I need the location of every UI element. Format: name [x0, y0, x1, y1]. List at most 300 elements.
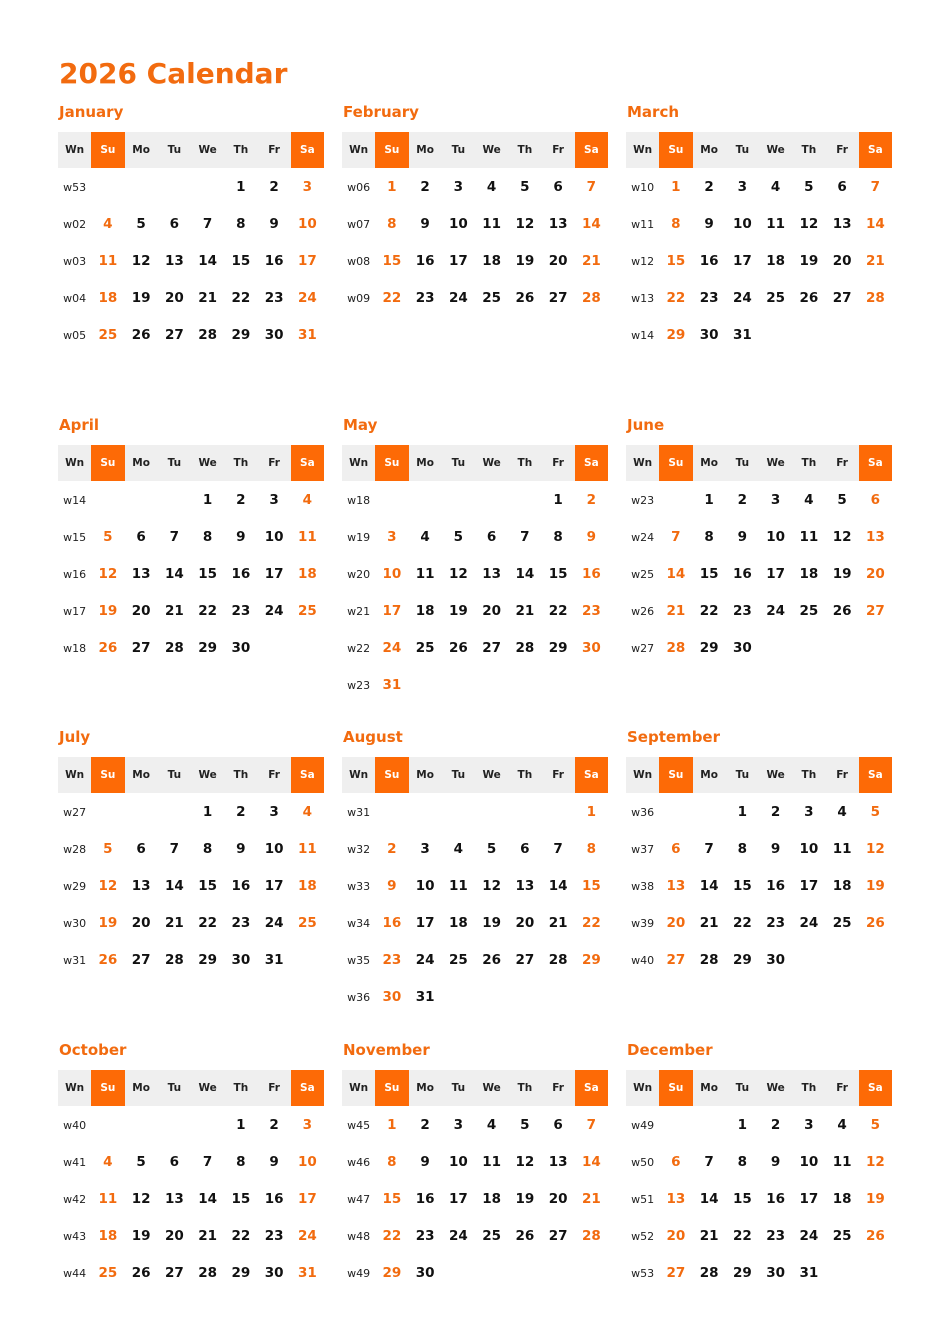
weekday-header-su: Su — [91, 1070, 124, 1106]
day-cell: 5 — [486, 841, 497, 857]
day-cell: 29 — [231, 327, 251, 343]
day-cell: 10 — [799, 1153, 819, 1170]
empty-day-cell — [125, 1107, 158, 1144]
weekday-header-we: We — [191, 445, 224, 481]
day-cell: 3 — [453, 179, 464, 195]
day-cell: 30 — [415, 1264, 435, 1281]
month-day-grid — [58, 445, 324, 667]
weekday-header-we: We — [759, 132, 792, 168]
day-cell: 8 — [553, 528, 563, 545]
day-cell: 12 — [865, 841, 885, 857]
empty-day-cell — [158, 169, 191, 206]
day-cell: 14 — [548, 878, 568, 894]
day-cell: 2 — [770, 1116, 781, 1133]
day-cell: 3 — [770, 491, 781, 508]
day-cell: 7 — [553, 841, 563, 857]
day-cell: 31 — [415, 989, 435, 1005]
day-cell: 16 — [415, 253, 435, 269]
week-number: w38 — [631, 880, 655, 893]
month-name: October — [59, 1040, 127, 1059]
day-cell: 15 — [231, 1190, 251, 1207]
day-cell: 11 — [297, 528, 317, 545]
day-cell: 1 — [202, 804, 213, 820]
day-cell: 23 — [766, 915, 786, 931]
day-cell: 25 — [766, 290, 786, 306]
day-cell: 17 — [799, 878, 819, 894]
month-day-grid — [342, 132, 608, 317]
empty-day-cell — [542, 794, 575, 831]
empty-day-cell — [792, 630, 825, 667]
day-cell: 20 — [164, 290, 184, 306]
day-cell: 21 — [164, 602, 184, 619]
day-cell: 24 — [448, 290, 468, 306]
week-number: w14 — [63, 493, 87, 507]
day-cell: 8 — [202, 841, 213, 857]
day-cell: 1 — [387, 1116, 397, 1133]
day-cell: 29 — [548, 639, 568, 656]
week-number: w53 — [63, 181, 87, 194]
day-cell: 24 — [799, 915, 819, 931]
week-number: w06 — [347, 181, 371, 194]
day-cell: 30 — [382, 989, 402, 1005]
week-number: w09 — [347, 292, 371, 305]
day-cell: 21 — [198, 1227, 218, 1244]
day-cell: 31 — [382, 676, 402, 693]
day-cell: 24 — [799, 1227, 819, 1244]
week-number: w51 — [631, 1192, 655, 1206]
week-number: w22 — [347, 641, 371, 655]
page-title: 2026 Calendar — [59, 57, 288, 90]
day-cell: 11 — [799, 528, 819, 545]
empty-day-cell — [258, 630, 291, 667]
weekday-header-we: We — [475, 445, 508, 481]
week-number: w18 — [347, 493, 371, 507]
day-cell: 30 — [264, 1264, 284, 1281]
day-cell: 15 — [548, 565, 568, 582]
week-number: w10 — [631, 181, 655, 194]
week-number: w23 — [347, 678, 371, 692]
empty-day-cell — [158, 794, 191, 831]
month-february — [342, 98, 608, 388]
weekday-header-su: Su — [375, 132, 408, 168]
weekday-header-su: Su — [659, 757, 692, 793]
weekday-header-wn: Wn — [342, 132, 375, 168]
day-cell: 30 — [231, 639, 251, 656]
day-cell: 15 — [699, 565, 719, 582]
weekday-header-wn: Wn — [58, 132, 91, 168]
day-cell: 16 — [264, 1190, 284, 1207]
week-number: w46 — [347, 1155, 371, 1169]
day-cell: 12 — [448, 565, 468, 582]
weekday-header-sa: Sa — [575, 445, 608, 481]
empty-day-cell — [792, 317, 825, 354]
day-cell: 1 — [671, 179, 681, 195]
weekday-header-we: We — [475, 1070, 508, 1106]
day-cell: 12 — [98, 565, 118, 582]
day-cell: 28 — [164, 639, 184, 656]
week-number: w28 — [63, 843, 87, 856]
weekday-header-su: Su — [659, 1070, 692, 1106]
day-cell: 4 — [486, 179, 497, 195]
day-cell: 12 — [131, 1190, 151, 1207]
day-cell: 19 — [131, 1227, 151, 1244]
day-cell: 27 — [666, 1264, 686, 1281]
day-cell: 25 — [297, 915, 317, 931]
weekday-header-we: We — [475, 132, 508, 168]
month-day-grid — [626, 757, 892, 979]
day-cell: 20 — [131, 915, 151, 931]
day-cell: 6 — [169, 216, 180, 232]
empty-day-cell — [442, 979, 475, 1016]
day-cell: 28 — [164, 952, 184, 968]
day-cell: 26 — [799, 290, 819, 306]
day-cell: 4 — [103, 216, 113, 232]
day-cell: 7 — [202, 1153, 213, 1170]
day-cell: 14 — [699, 878, 719, 894]
day-cell: 28 — [699, 952, 719, 968]
day-cell: 1 — [387, 179, 397, 195]
weekday-header-tu: Tu — [158, 757, 191, 793]
day-cell: 14 — [581, 1153, 601, 1170]
week-number: w04 — [63, 292, 87, 305]
day-cell: 12 — [98, 878, 118, 894]
empty-day-cell — [508, 979, 541, 1016]
weekday-header-sa: Sa — [859, 1070, 892, 1106]
day-cell: 29 — [666, 327, 686, 343]
day-cell: 29 — [198, 639, 218, 656]
day-cell: 11 — [832, 1153, 852, 1170]
day-cell: 21 — [865, 253, 885, 269]
day-cell: 22 — [732, 915, 752, 931]
day-cell: 16 — [766, 1190, 786, 1207]
week-number: w07 — [347, 218, 371, 231]
weekday-header-th: Th — [224, 757, 257, 793]
day-cell: 29 — [732, 952, 752, 968]
day-cell: 9 — [236, 841, 246, 857]
day-cell: 26 — [98, 639, 118, 656]
day-cell: 19 — [515, 1190, 535, 1207]
day-cell: 12 — [515, 1153, 535, 1170]
day-cell: 5 — [837, 491, 847, 508]
day-cell: 14 — [581, 216, 601, 232]
empty-day-cell — [125, 794, 158, 831]
week-number: w50 — [631, 1155, 655, 1169]
empty-day-cell — [91, 794, 124, 831]
day-cell: 6 — [837, 179, 847, 195]
day-cell: 1 — [737, 804, 748, 820]
day-cell: 14 — [699, 1190, 719, 1207]
day-cell: 5 — [804, 179, 814, 195]
day-cell: 3 — [453, 1116, 464, 1133]
day-cell: 7 — [202, 216, 213, 232]
day-cell: 26 — [832, 602, 852, 619]
empty-day-cell — [475, 794, 508, 831]
day-cell: 27 — [865, 602, 885, 619]
empty-day-cell — [826, 1255, 859, 1292]
day-cell: 21 — [548, 915, 568, 931]
day-cell: 13 — [482, 565, 502, 582]
day-cell: 9 — [737, 528, 748, 545]
day-cell: 6 — [671, 841, 681, 857]
weekday-header-fr: Fr — [826, 445, 859, 481]
day-cell: 25 — [482, 290, 502, 306]
day-cell: 13 — [131, 565, 151, 582]
empty-day-cell — [508, 667, 541, 704]
week-number: w26 — [631, 604, 655, 618]
day-cell: 26 — [515, 1227, 535, 1244]
day-cell: 17 — [297, 253, 317, 269]
month-name: September — [627, 728, 720, 746]
day-cell: 18 — [297, 878, 317, 894]
day-cell: 11 — [98, 1190, 118, 1207]
day-cell: 3 — [269, 491, 279, 508]
day-cell: 24 — [264, 915, 284, 931]
weekday-header-sa: Sa — [291, 132, 324, 168]
day-cell: 6 — [136, 841, 146, 857]
weekday-header-th: Th — [508, 132, 541, 168]
month-october — [58, 1036, 324, 1326]
weekday-header-th: Th — [508, 1070, 541, 1106]
day-cell: 4 — [837, 804, 847, 820]
day-cell: 8 — [671, 216, 681, 232]
day-cell: 29 — [581, 952, 601, 968]
empty-day-cell — [291, 630, 324, 667]
day-cell: 2 — [387, 841, 397, 857]
empty-day-cell — [442, 667, 475, 704]
empty-day-cell — [508, 1255, 541, 1292]
day-cell: 11 — [297, 841, 317, 857]
day-cell: 30 — [231, 952, 251, 968]
day-cell: 6 — [870, 491, 881, 508]
month-september — [626, 723, 892, 1013]
day-cell: 17 — [297, 1190, 317, 1207]
day-cell: 12 — [865, 1153, 885, 1170]
day-cell: 13 — [666, 878, 686, 894]
month-day-grid — [626, 1070, 892, 1292]
day-cell: 18 — [832, 1190, 852, 1207]
weekday-header-we: We — [759, 445, 792, 481]
day-cell: 13 — [832, 216, 852, 232]
day-cell: 7 — [671, 528, 681, 545]
month-november — [342, 1036, 608, 1326]
empty-day-cell — [91, 482, 124, 519]
weekday-header-su: Su — [375, 757, 408, 793]
week-number: w14 — [631, 329, 655, 342]
weekday-header-sa: Sa — [575, 132, 608, 168]
day-cell: 8 — [704, 528, 714, 545]
empty-day-cell — [542, 979, 575, 1016]
empty-day-cell — [859, 317, 892, 354]
empty-day-cell — [542, 667, 575, 704]
day-cell: 17 — [264, 565, 284, 582]
day-cell: 10 — [297, 1153, 317, 1170]
day-cell: 5 — [103, 528, 113, 545]
week-number: w47 — [347, 1192, 371, 1206]
day-cell: 21 — [198, 290, 218, 306]
day-cell: 20 — [865, 565, 885, 582]
day-cell: 16 — [415, 1190, 435, 1207]
day-cell: 30 — [766, 952, 786, 968]
weekday-header-su: Su — [91, 445, 124, 481]
weekday-header-th: Th — [508, 757, 541, 793]
day-cell: 27 — [548, 290, 568, 306]
week-number: w36 — [631, 806, 655, 819]
day-cell: 5 — [870, 1116, 881, 1133]
day-cell: 1 — [704, 491, 714, 508]
weekday-header-tu: Tu — [726, 1070, 759, 1106]
weekday-header-th: Th — [792, 445, 825, 481]
day-cell: 19 — [515, 253, 535, 269]
day-cell: 1 — [236, 179, 246, 195]
day-cell: 11 — [448, 878, 468, 894]
day-cell: 27 — [548, 1227, 568, 1244]
day-cell: 22 — [548, 602, 568, 619]
day-cell: 9 — [420, 216, 430, 232]
day-cell: 14 — [198, 1190, 218, 1207]
day-cell: 22 — [382, 290, 402, 306]
weekday-header-wn: Wn — [342, 1070, 375, 1106]
day-cell: 6 — [486, 528, 497, 545]
day-cell: 2 — [704, 179, 714, 195]
day-cell: 27 — [164, 1264, 184, 1281]
day-cell: 12 — [515, 216, 535, 232]
day-cell: 2 — [737, 491, 748, 508]
day-cell: 4 — [420, 528, 430, 545]
day-cell: 22 — [732, 1227, 752, 1244]
empty-day-cell — [442, 1255, 475, 1292]
day-cell: 16 — [581, 565, 601, 582]
day-cell: 13 — [548, 216, 568, 232]
day-cell: 24 — [766, 602, 786, 619]
day-cell: 4 — [804, 491, 814, 508]
weekday-header-th: Th — [508, 445, 541, 481]
day-cell: 26 — [482, 952, 502, 968]
day-cell: 31 — [297, 327, 317, 343]
empty-day-cell — [475, 979, 508, 1016]
weekday-header-su: Su — [659, 445, 692, 481]
day-cell: 22 — [699, 602, 719, 619]
week-number: w16 — [63, 567, 87, 581]
empty-day-cell — [442, 482, 475, 519]
day-cell: 21 — [581, 253, 601, 269]
day-cell: 25 — [297, 602, 317, 619]
empty-day-cell — [191, 169, 224, 206]
day-cell: 16 — [382, 915, 402, 931]
month-day-grid — [58, 757, 324, 979]
month-may — [342, 411, 608, 701]
day-cell: 1 — [586, 804, 597, 820]
day-cell: 23 — [581, 602, 601, 619]
weekday-header-su: Su — [375, 445, 408, 481]
empty-day-cell — [125, 169, 158, 206]
weekday-header-sa: Sa — [291, 757, 324, 793]
month-august — [342, 723, 608, 1013]
day-cell: 7 — [870, 179, 881, 195]
empty-day-cell — [508, 794, 541, 831]
day-cell: 6 — [671, 1153, 681, 1170]
empty-day-cell — [792, 942, 825, 979]
day-cell: 10 — [264, 841, 284, 857]
day-cell: 9 — [269, 216, 279, 232]
weekday-header-mo: Mo — [125, 445, 158, 481]
day-cell: 29 — [231, 1264, 251, 1281]
weekday-header-fr: Fr — [826, 132, 859, 168]
day-cell: 19 — [865, 878, 885, 894]
day-cell: 30 — [581, 639, 601, 656]
month-name: August — [343, 728, 403, 746]
day-cell: 7 — [704, 1153, 714, 1170]
day-cell: 2 — [269, 1116, 279, 1133]
empty-day-cell — [409, 794, 442, 831]
day-cell: 8 — [737, 841, 748, 857]
empty-day-cell — [158, 1107, 191, 1144]
month-day-grid — [626, 445, 892, 667]
weekday-header-tu: Tu — [442, 757, 475, 793]
week-number: w37 — [631, 843, 655, 856]
day-cell: 9 — [586, 528, 597, 545]
day-cell: 6 — [520, 841, 530, 857]
day-cell: 27 — [515, 952, 535, 968]
day-cell: 23 — [766, 1227, 786, 1244]
day-cell: 14 — [164, 878, 184, 894]
weekday-header-su: Su — [659, 132, 692, 168]
day-cell: 24 — [415, 952, 435, 968]
day-cell: 23 — [415, 290, 435, 306]
week-number: w30 — [63, 917, 87, 930]
day-cell: 21 — [666, 602, 686, 619]
weekday-header-fr: Fr — [258, 1070, 291, 1106]
weekday-header-mo: Mo — [409, 1070, 442, 1106]
week-number: w32 — [347, 843, 371, 856]
day-cell: 9 — [269, 1153, 279, 1170]
day-cell: 17 — [415, 915, 435, 931]
day-cell: 10 — [766, 528, 786, 545]
day-cell: 4 — [103, 1153, 113, 1170]
day-cell: 10 — [732, 216, 752, 232]
day-cell: 13 — [666, 1190, 686, 1207]
week-number: w40 — [631, 954, 655, 967]
empty-day-cell — [859, 1255, 892, 1292]
week-number: w08 — [347, 255, 371, 268]
empty-day-cell — [859, 942, 892, 979]
empty-day-cell — [575, 979, 608, 1016]
weekday-header-tu: Tu — [726, 445, 759, 481]
day-cell: 8 — [202, 528, 213, 545]
month-name: April — [59, 415, 100, 434]
day-cell: 28 — [699, 1264, 719, 1281]
day-cell: 24 — [297, 290, 317, 306]
day-cell: 11 — [832, 841, 852, 857]
weekday-header-tu: Tu — [726, 757, 759, 793]
day-cell: 12 — [482, 878, 502, 894]
day-cell: 22 — [231, 1227, 251, 1244]
week-number: w33 — [347, 880, 371, 893]
day-cell: 2 — [236, 491, 246, 508]
day-cell: 3 — [804, 1116, 814, 1133]
day-cell: 16 — [732, 565, 752, 582]
week-number: w34 — [347, 917, 371, 930]
weekday-header-wn: Wn — [342, 757, 375, 793]
week-number: w31 — [63, 954, 87, 967]
weekday-header-th: Th — [224, 132, 257, 168]
empty-day-cell — [859, 630, 892, 667]
day-cell: 4 — [770, 179, 781, 195]
month-day-grid — [58, 1070, 324, 1292]
day-cell: 28 — [581, 1227, 601, 1244]
empty-day-cell — [475, 667, 508, 704]
day-cell: 15 — [666, 253, 686, 269]
empty-day-cell — [158, 482, 191, 519]
